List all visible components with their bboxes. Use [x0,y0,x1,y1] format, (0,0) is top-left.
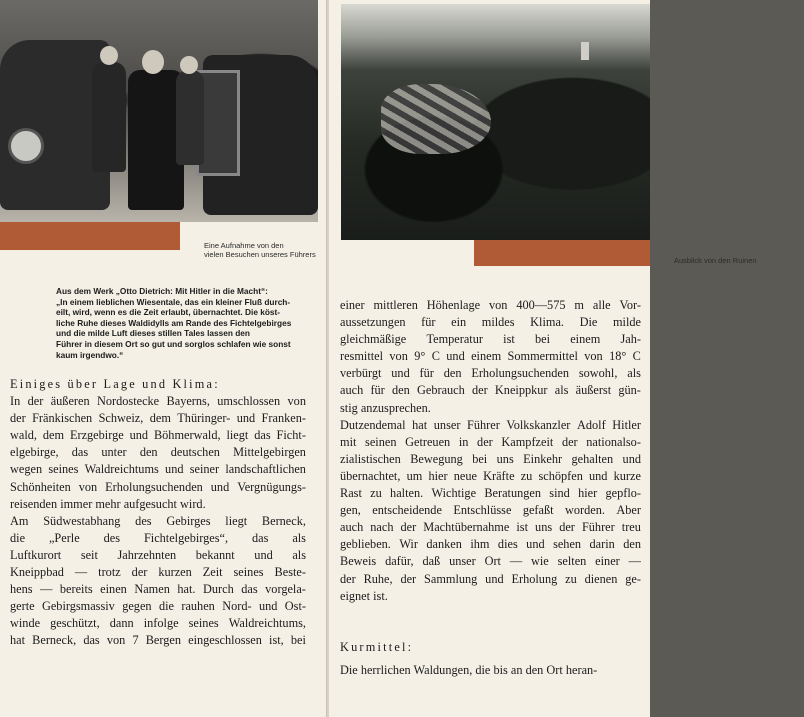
body-line: Kneippbad — trotz der kurzen Zeit seines Beste- [10,565,306,580]
body-line: auch nach der Machtübernahme ist uns der Führer treu [340,520,641,535]
body-line: winde geschützt, dann infolge seines Waldreichtums, [10,616,306,631]
quote-line: kaum irgendwo.“ [56,349,124,360]
section-heading: Einiges über Lage und Klima: [10,377,220,391]
body-line: resmittel von 9° C und einem Sommermittel von 18° C [340,349,641,364]
photo-caption-right: Ausblick von den Ruinen [674,256,757,265]
right-body-lines [340,297,641,605]
body-line: der Ruhe, der Sammlung und Erholung zu dienen ge- [340,571,641,586]
body-line: hens — bereits einen Namen hat. Durch das vorgela- [10,582,306,597]
body-line: reisenden immer mehr aufgesucht wird. [10,496,206,511]
quote-block [56,286,322,360]
paragraph-gap [340,605,641,622]
body-line: übernachtet, um hier neue Kräfte zu schöpfen und kurze [340,468,641,483]
body-line: aussetzungen für ein mildes Klima. Die milde [340,315,641,330]
ruin-tower [581,42,589,60]
person-right [176,70,204,165]
village [381,84,491,154]
body-line: Schönheiten von Erholungsuchenden und Vergnügungs- [10,479,306,494]
body-line: verbürgt und für den Erholungsuchenden sowohl, als [340,366,641,381]
photo-hitler-visit [0,0,318,222]
quote-line: „In einem lieblichen Wiesentale, das ein kleiner Fluß durch- [56,296,291,307]
person-right-head [180,56,198,74]
caption-line: vielen Besuchen unseres Führers [204,250,316,259]
quote-line: Führer in diesem Ort so gut und sorglos schlafen wie sonst [56,338,291,349]
quote-line: eilt, wird, wenn es die Zeit erlaubt, übernachtet. Die köst- [56,307,281,318]
body-line: auch für den Gebrauch der Kneippkur als äußerst gün- [340,383,641,398]
left-body-text [10,376,306,650]
quote-source: Aus dem Werk „Otto Dietrich: Mit Hitler in die Macht“: [56,286,268,296]
body-line: hat Berneck, das von 7 Bergen eingeschlossen ist, bei [10,633,306,648]
body-line: wald, dem Erzgebirge und Böhmerwald, liegt das Ficht- [10,428,306,443]
rust-band-left [0,222,180,250]
body-line: gerte Gebirgsmassiv gegen die rauhen Nord- und Ost- [10,599,306,614]
body-line: der Fränkischen Schweiz, dem Thüringer- und Franken- [10,411,306,426]
body-line: stig anzusprechen. [340,400,431,415]
person-left [92,62,126,172]
body-line: Luftkurort seit Jahrzehnten bekannt und als [10,547,306,562]
person-center-head [142,50,164,74]
body-line: gleichmäßige Temperatur ist bei einem Jah- [340,332,641,347]
section-heading-kurmittel: Kurmittel: [340,639,414,654]
caption-line: Eine Aufnahme von den [204,241,284,250]
body-line: wegen seines Waldreichtums und seiner landschaftlichen [10,462,306,477]
body-line: zialistischen Bewegung bei uns Einkehr gehalten und [340,451,641,466]
body-line: Die herrlichen Waldungen, die bis an den Ort heran- [340,662,598,677]
body-line: mit seinen Getreuen in der Kampfzeit der nationalso- [340,434,641,449]
quote-line: und die milde Luft dieses stillen Tales lassen den [56,328,250,339]
body-line: Beweis dafür, daß unser Ort — wie selten einer — [340,554,641,569]
headlamp [8,128,44,164]
body-line: eignet ist. [340,588,388,603]
photo-view-from-ruins [341,4,650,240]
body-line: elgebirge, das unter den deutschen Mittelgebirgen [10,445,306,460]
photo-caption-left [204,241,322,259]
body-line: geblieben. Wir danken ihm dies und sehen darin den [340,537,641,552]
person-left-head [100,46,118,65]
body-line: die „Perle des Fichtelgebirges“, das als [10,530,306,545]
body-line: Am Südwestabhang des Gebirges liegt Berneck, [10,513,306,528]
body-line: In der äußeren Nordostecke Bayerns, umschlossen von [10,394,306,409]
right-body-text [340,297,641,679]
quote-line: liche Ruhe dieses Waldidylls am Rande des Fichtelgebirges [56,317,292,328]
body-line: Rast zu halten. Wichtige Beratungen sind hier gepflo- [340,486,641,501]
body-line: einer mittleren Höhenlage von 400—575 m alle Vor- [340,298,641,312]
body-line: Dutzendemal hat unser Führer Volkskanzler Adolf Hitler [340,417,641,432]
paragraph-gap [340,622,641,639]
body-line: gen, entscheidende Entschlüsse gefaßt worden. Aber [340,503,641,518]
left-page [0,0,327,717]
rust-band-right [474,240,650,266]
